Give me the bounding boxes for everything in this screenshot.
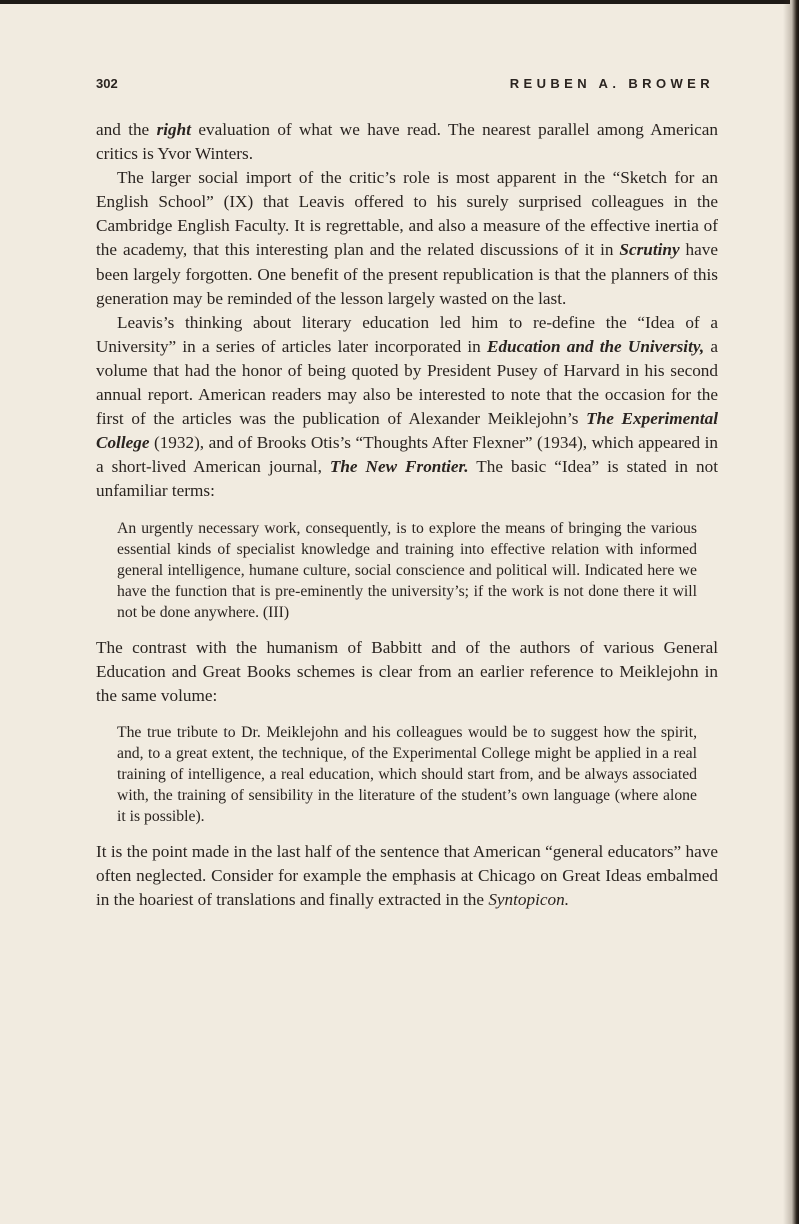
body-text	[96, 118, 718, 912]
paragraph	[96, 840, 718, 912]
paragraph: The contrast with the humanism of Babbitt and of the authors of various General Education and Great Books schemes is clear from an earlier reference to Meiklejohn in the same volume:	[96, 637, 718, 705]
text-run: and the	[96, 120, 157, 139]
italic-title: Scrutiny	[619, 240, 680, 260]
italic-title: Education and the University,	[487, 336, 705, 356]
block-quote: The true tribute to Dr. Meiklejohn and his colleagues would be to suggest how the spirit, and, to a great extent, the technique, of the Experimental College might be applied in a real training of intelligence, a real education, which should start from, and be always associated with, the training of sensibility in the literature of the student’s own language (where alone it is possible).	[117, 723, 697, 825]
paragraph	[96, 118, 718, 166]
text-run: evaluation of what we have read. The nearest parallel among American critics is Yvor Winters.	[96, 120, 718, 164]
text-run: The larger social import of the critic’s role is most apparent in the “Sketch for an English School” (IX) that Leavis offered to his surely surprised colleagues in the Cambridge English Faculty. It is regrettable, and also a measure of the effective inertia of the academy, that this interesting plan and the related discussions of it in	[96, 168, 718, 260]
text-run: (1932), and of Brooks Otis’s “Thoughts After Flexner” (1934), which appeared in a short-lived American journal,	[96, 433, 718, 477]
italic-title: The Experimental College	[96, 409, 718, 453]
block-quote: An urgently necessary work, consequently, is to explore the means of bringing the various essential kinds of specialist knowledge and training into effective relation with informed general intelligence, humane culture, social conscience and political will. Indicated here we have the function that is pre-eminently the university’s; if the work is not done there it will not be done anywhere. (III)	[117, 519, 697, 621]
text-run: a volume that had the honor of being quoted by President Pusey of Harvard in his second annual report. American readers may also be interested to note that the occasion for the first of the articles was the publication of Alexander Meiklejohn’s	[96, 336, 718, 429]
italic-title: The New Frontier.	[329, 457, 469, 477]
text-run: The basic “Idea” is stated in not unfamiliar terms:	[96, 457, 718, 501]
top-edge-rule	[0, 0, 790, 4]
book-spine-shadow	[783, 0, 799, 1224]
paragraph	[96, 166, 718, 311]
page-header	[96, 76, 714, 100]
text-run: Leavis’s thinking about literary education led him to re-define the “Idea of a University” in a series of articles later incorporated in	[96, 312, 718, 356]
italic-word: right	[156, 120, 191, 139]
italic-title: Syntopicon.	[488, 889, 569, 909]
text-run: It is the point made in the last half of the sentence that American “general educators” have often neglected. Consider for example the emphasis at Chicago on Great Ideas embalmed in the hoariest of translations and finally extracted in the	[96, 841, 718, 909]
paragraph	[96, 311, 718, 504]
page-number: 302	[96, 76, 118, 91]
text-run: have been largely forgotten. One benefit of the present republication is that the planners of this generation may be reminded of the lesson largely wasted on the last.	[96, 240, 718, 308]
running-head: REUBEN A. BROWER	[509, 76, 714, 91]
